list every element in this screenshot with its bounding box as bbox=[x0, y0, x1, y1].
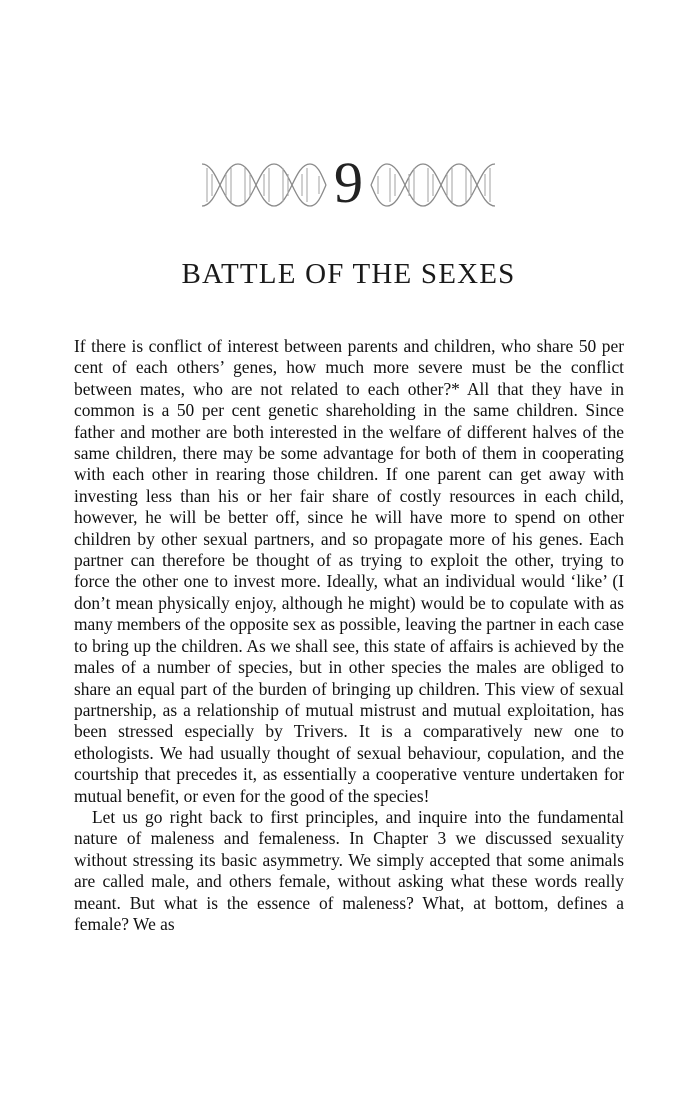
chapter-number: 9 bbox=[334, 150, 363, 215]
chapter-body bbox=[74, 336, 624, 935]
chapter-header bbox=[0, 150, 697, 220]
dna-helix-icon bbox=[369, 158, 499, 212]
dna-helix-icon bbox=[198, 158, 328, 212]
paragraph: Let us go right back to first principles, and inquire into the fundamental nature of maleness and femaleness. In Chapter 3 we discussed sexuality without stressing its basic asymmetry. We simply accepted that some animals are called male, and others female, without asking what these words really meant. But what is the essence of maleness? What, at bottom, defines a female? We as bbox=[74, 806, 624, 934]
paragraph: If there is conflict of interest between parents and children, who share 50 per cent of each others’ genes, how much more severe must be the conflict between mates, who are not related to each other?* All that they have in common is a 50 per cent genetic shareholding in the same children. Since father and mother are both interested in the welfare of different halves of the same children, there may be some advantage for both of them in cooperating with each other in rearing those children. If one parent can get away with investing less than his or her fair share of costly resources in each child, however, he will be better off, since he will have more to spend on other children by other sexual partners, and so propagate more of his genes. Each partner can therefore be thought of as trying to exploit the other, trying to force the other one to invest more. Ideally, what an individual would ‘like’ (I don’t mean physically enjoy, although he might) would be to copulate with as many members of the opposite sex as possible, leaving the partner in each case to bring up the children. As we shall see, this state of affairs is achieved by the males of a number of species, but in other species the males are obliged to share an equal part of the burden of bringing up children. This view of sexual partnership, as a relationship of mutual mistrust and mutual exploitation, has been stressed especially by Trivers. It is a comparatively new one to ethologists. We had usually thought of sexual behaviour, copulation, and the courtship that precedes it, as essentially a cooperative venture undertaken for mutual benefit, or even for the good of the species! bbox=[74, 336, 624, 806]
chapter-title: BATTLE OF THE SEXES bbox=[181, 258, 516, 290]
